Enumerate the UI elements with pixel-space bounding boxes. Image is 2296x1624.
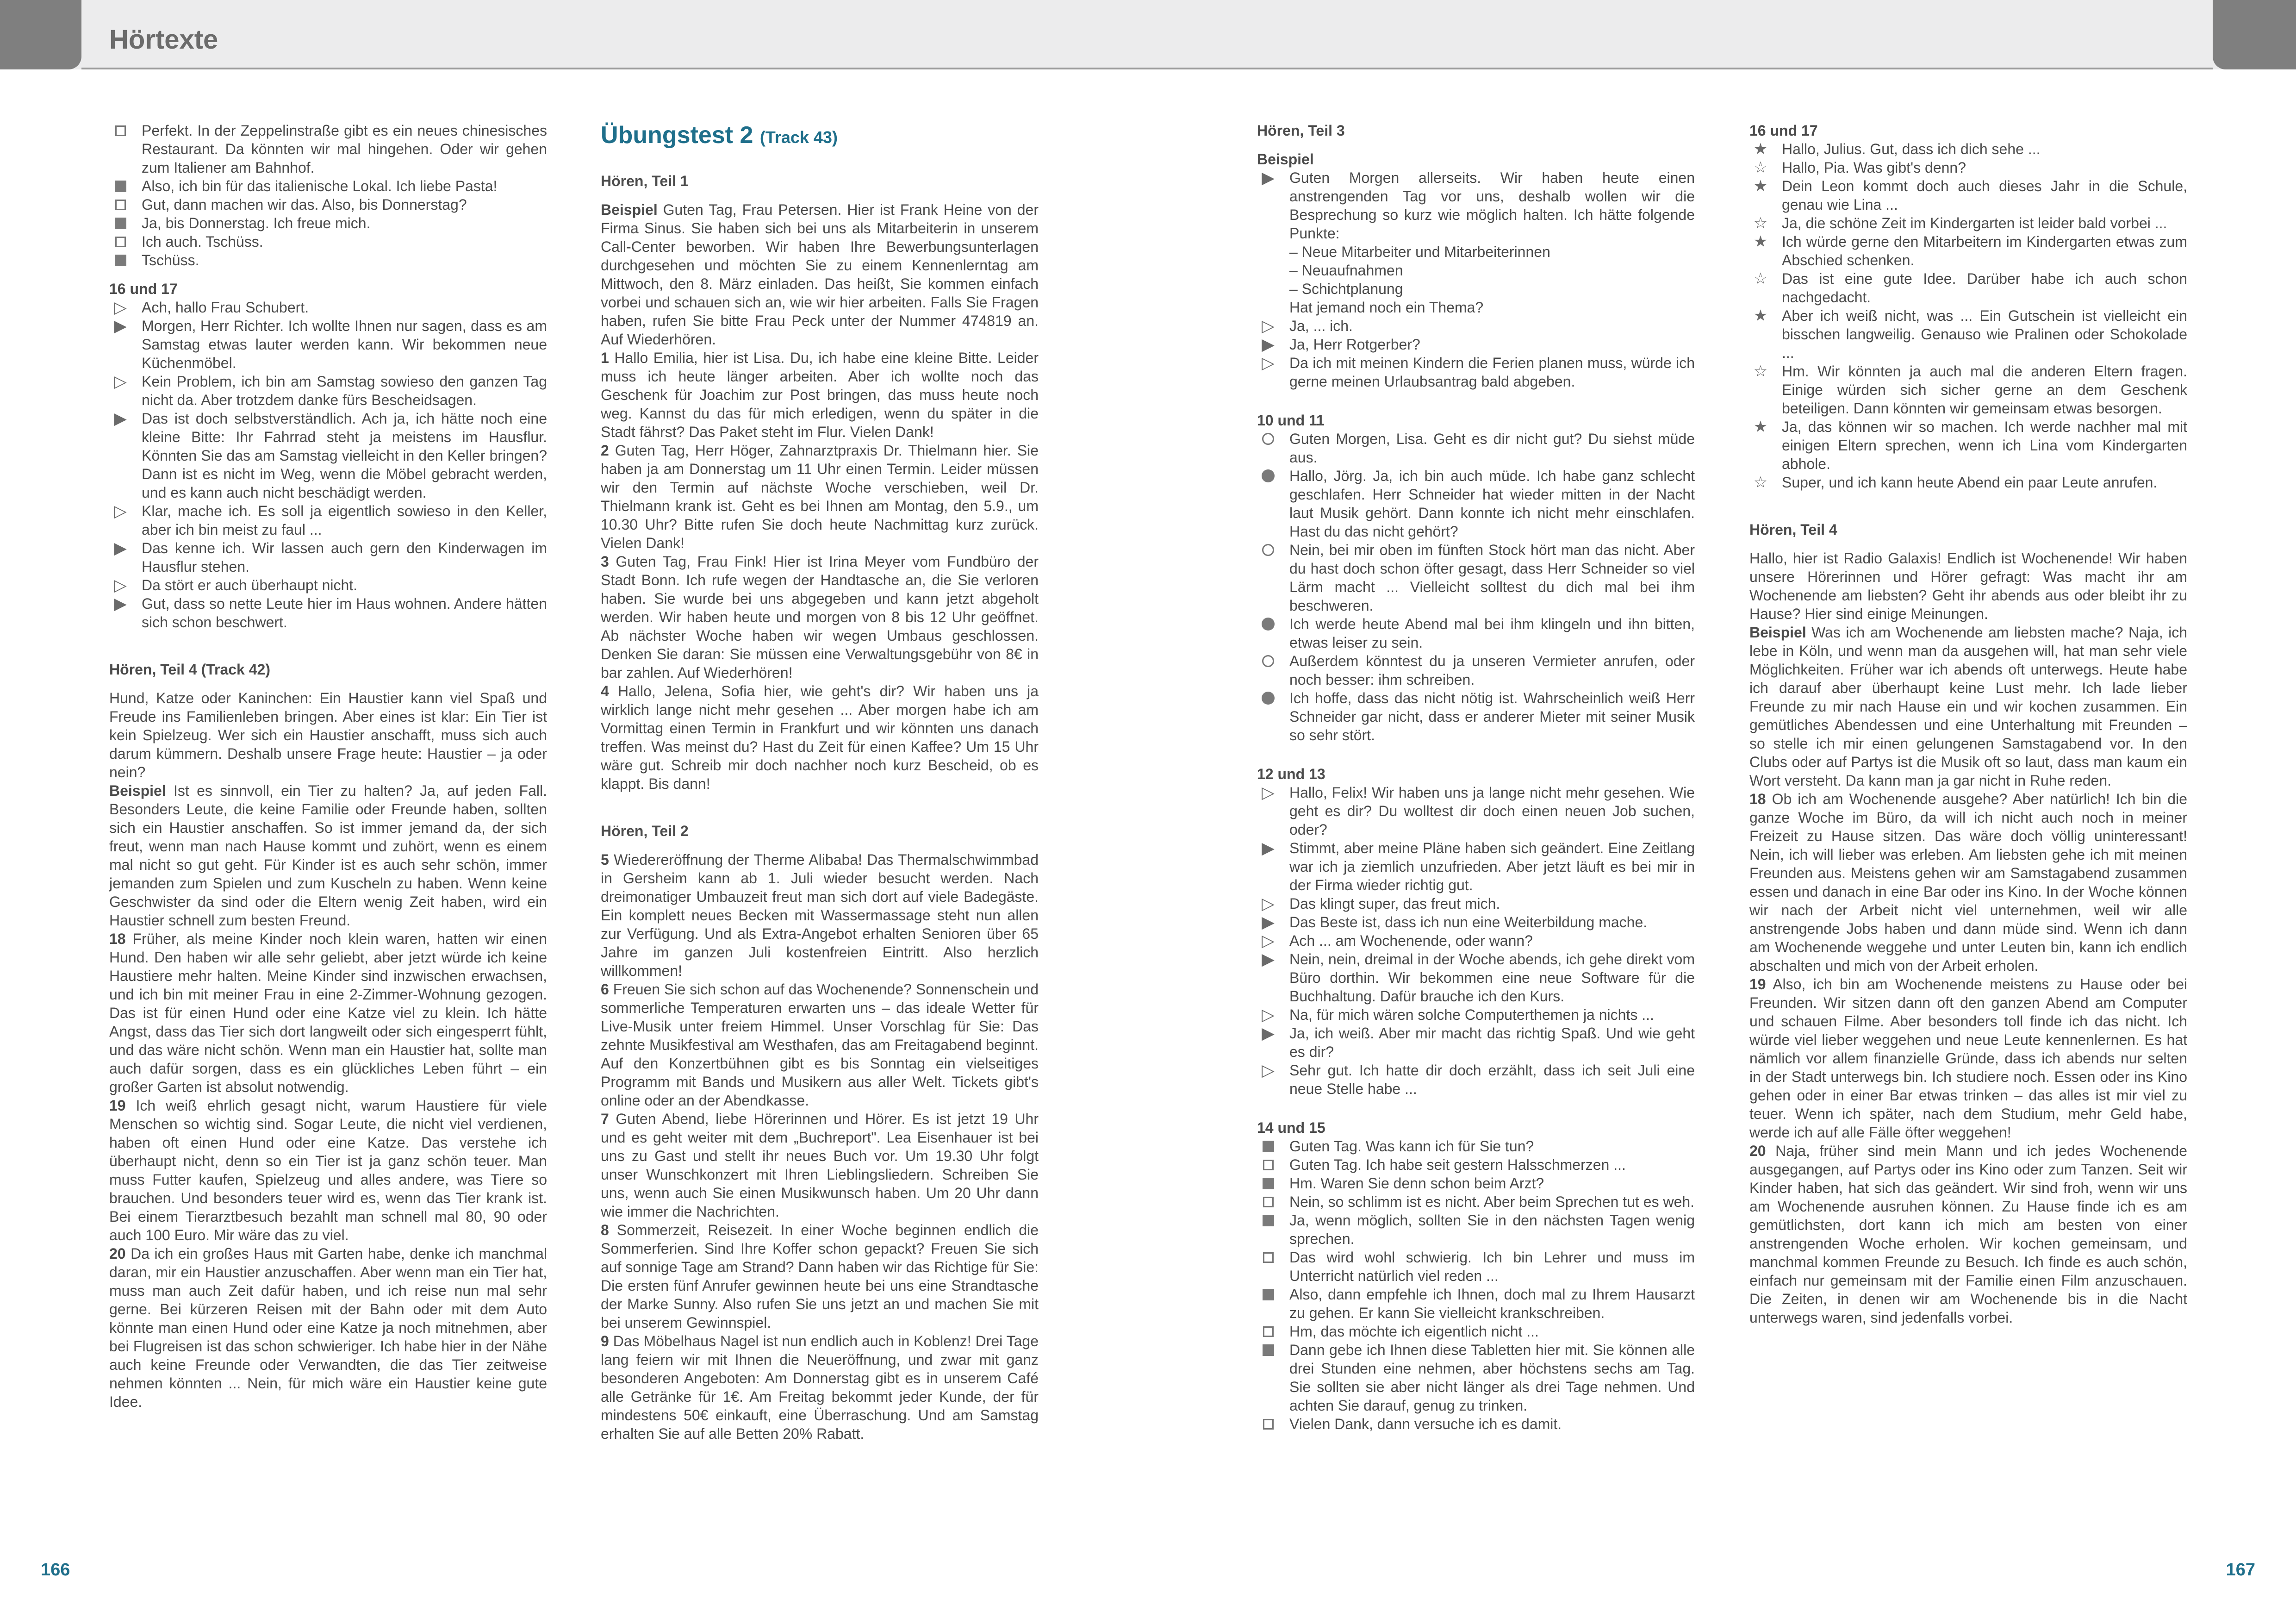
dialogue-text: Ach, hallo Frau Schubert. <box>142 299 309 316</box>
point-line: – Neue Mitarbeiter und Mitarbeiterinnen <box>1289 244 1550 260</box>
section-title: Hören, Teil 2 <box>601 823 689 839</box>
numbered-paragraph <box>601 1110 1039 1221</box>
dialogue-text: Kein Problem, ich bin am Samstag sowieso den ganzen Tag nicht da. Aber trotzdem danke fürs Bescheidsagen. <box>142 373 547 408</box>
subsection-title: 16 und 17 <box>109 281 178 297</box>
paragraph-beispiel <box>601 200 1039 349</box>
dialogue-line <box>1749 418 2187 473</box>
point-line: – Neuaufnahmen <box>1289 262 1403 279</box>
star-outline-icon: ☆ <box>1753 474 1768 491</box>
dialogue-line <box>1257 1248 1695 1285</box>
dialogue-text: Klar, mache ich. Es soll ja eigentlich sowieso in den Keller, aber ich bin meist zu faul ... <box>142 503 547 538</box>
numbered-paragraph <box>601 552 1039 682</box>
triangle-filled-icon: ▶ <box>1262 838 1275 857</box>
dialogue-line <box>1257 1193 1695 1211</box>
dialogue-text: Guten Tag. Was kann ich für Sie tun? <box>1289 1138 1534 1155</box>
square-filled-icon <box>111 177 130 195</box>
dialogue-line <box>1257 1211 1695 1248</box>
dialogue-text: Das Beste ist, dass ich nun eine Weiterbildung mache. <box>1289 914 1648 931</box>
numbered-paragraph <box>601 441 1039 552</box>
dialogue-line <box>1257 1322 1695 1341</box>
circle-outline-icon <box>1259 541 1277 559</box>
dialogue-line <box>1257 1285 1695 1322</box>
dialogue-text: Morgen, Herr Richter. Ich wollte Ihnen nur sagen, dass es am Samstag etwas lauter werden kann. Wir bekommen neue Küchenmöbel. <box>142 318 547 371</box>
circle-outline-icon <box>1259 652 1277 670</box>
dialogue-line <box>1257 1174 1695 1193</box>
item-text: Freuen Sie sich schon auf das Wochenende? Sonnenschein und sommerliche Temperaturen erwarten uns – das ideale Wetter für Live-Musik unter freiem Himmel. Unser Vorschlag für Sie: Das zehnte Musikfestival am Westhafen, das am Freitagabend beginnt. Auf den Konzertbühnen gibt es bis Sonntag ein vielseitiges Programm mit Bands und Musikern aus aller Welt. Tickets gibt's online oder an der Abendkasse. <box>601 981 1039 1109</box>
dialogue-line <box>1749 269 2187 306</box>
dialogue-line <box>109 576 547 594</box>
dialogue-line <box>1257 541 1695 615</box>
item-text: Sommerzeit, Reisezeit. In einer Woche beginnen endlich die Sommerferien. Sind Ihre Koffer schon gepackt? Freuen Sie sich auf sonnige Tage am Strand? Dann haben wir das Richtige für Sie: Die ersten fünf Anrufer gewinnen heute bei uns eine Strandtasche der Marke Sunny. Also rufen Sie uns jetzt an und machen Sie mit bei unserem Gewinnspiel. <box>601 1222 1039 1331</box>
dialogue-12-13 <box>1257 783 1695 1098</box>
beispiel-text: Was ich am Wochenende am liebsten mache? Naja, ich lebe in Köln, und wenn man da ausgehen will, hat man sehr viele Möglichkeiten. Früher war ich abends oft unterwegs. Heute habe ich darauf aber überhaupt keine Lust mehr. Ich lade lieber Freunde zu mir nach Hause ein und wir kochen zusammen. Ein gemütliches Abendessen und eine Unterhaltung mit Freunden – so stelle ich mir einen gelungenen Samstagabend vor. In den Clubs oder auf Partys ist die Musik oft so laut, dass man kaum ein Wort versteht. Da kann man ja gar nicht in Ruhe reden. <box>1749 624 2187 789</box>
circle-filled-icon <box>1259 689 1277 707</box>
triangle-filled-icon: ▶ <box>1262 335 1275 354</box>
item-text: Hallo Emilia, hier ist Lisa. Du, ich habe eine kleine Bitte. Leider muss ich heute länger arbeiten. Aber ich wollte noch das Geschenk für Joachim zur Post bringen, das muss heute noch weg. Kannst du das für mich erledigen, wenn du später in die Stadt fährst? Das Paket steht im Flur. Vielen Dank! <box>601 350 1039 440</box>
dialogue-text: Stimmt, aber meine Pläne haben sich geändert. Eine Zeitlang war ich ja ziemlich unzufrieden. Aber jetzt läuft es bei mir in der Firma wieder richtig gut. <box>1289 840 1695 893</box>
dialogue-line <box>1257 317 1695 335</box>
triangle-filled-icon: ▶ <box>1262 1024 1275 1043</box>
square-outline-icon <box>1259 1415 1277 1433</box>
header-tab-right <box>2213 0 2296 69</box>
dialogue-text: Dein Leon kommt doch auch dieses Jahr in die Schule, genau wie Lina ... <box>1782 178 2187 213</box>
triangle-outline-icon: ▷ <box>1262 783 1275 802</box>
dialogue-line <box>1257 1061 1695 1098</box>
square-outline-icon <box>1259 1193 1277 1211</box>
star-filled-icon: ★ <box>1753 307 1768 325</box>
dialogue-text: Gut, dass so nette Leute hier im Haus wohnen. Andere hätten sich schon beschwert. <box>142 595 547 631</box>
dialogue-text: Ja, Herr Rotgerber? <box>1289 336 1420 353</box>
item-number: 19 <box>1749 976 1766 993</box>
item-number: 4 <box>601 683 609 700</box>
dialogue-text: Das ist eine gute Idee. Darüber habe ich auch schon nachgedacht. <box>1782 270 2187 306</box>
dialogue-line <box>1257 1024 1695 1061</box>
dialogue-line <box>1749 473 2187 492</box>
column-1 <box>109 121 547 1411</box>
square-filled-icon <box>1259 1341 1277 1359</box>
page-number-right: 167 <box>2226 1560 2255 1580</box>
dialogue-line <box>109 232 547 251</box>
numbered-paragraph <box>601 1332 1039 1443</box>
beispiel-label: Beispiel <box>601 201 658 218</box>
dialogue-text: Das klingt super, das freut mich. <box>1289 895 1500 912</box>
square-filled-icon <box>1259 1285 1277 1304</box>
dialogue-line <box>109 594 547 631</box>
dialogue-line <box>109 251 547 269</box>
dialogue-text: Super, und ich kann heute Abend ein paar Leute anrufen. <box>1782 474 2158 491</box>
triangle-outline-icon: ▷ <box>1262 894 1275 913</box>
item-number: 19 <box>109 1097 126 1114</box>
item-number: 7 <box>601 1111 609 1127</box>
dialogue-line <box>109 298 547 317</box>
items-teil2 <box>601 850 1039 1443</box>
dialogue-text: Ja, bis Donnerstag. Ich freue mich. <box>142 215 371 231</box>
item-number: 9 <box>601 1333 609 1349</box>
item-text: Guten Tag, Herr Höger, Zahnarztpraxis Dr. Thielmann hier. Sie haben ja am Donnerstag um 11 Uhr einen Termin. Leider müssen wir den Termin auf nächste Woche verschieben, weil Dr. Thielmann krank ist. Geht es bei Ihnen am Montag, den 5.9., um 10.30 Uhr? Bitte rufen Sie doch heute Nachmittag kurz zurück. Vielen Dank! <box>601 442 1039 551</box>
dialogue-text: Guten Tag. Ich habe seit gestern Halsschmerzen ... <box>1289 1156 1626 1173</box>
dialogue-line <box>1257 652 1695 689</box>
paragraph-18 <box>109 930 547 1096</box>
dialogue-text: Außerdem könntest du ja unseren Vermieter anrufen, oder noch besser: ihm schreiben. <box>1289 653 1695 688</box>
square-filled-icon <box>1259 1174 1277 1193</box>
paragraph-beispiel <box>109 781 547 930</box>
beispiel-points <box>1257 243 1695 317</box>
dialogue-line <box>1257 783 1695 839</box>
triangle-filled-icon: ▶ <box>114 316 127 335</box>
beispiel-label: Beispiel <box>1257 151 1314 168</box>
dialogue-line <box>1257 354 1695 391</box>
dialogue-10-11 <box>1257 430 1695 744</box>
item-text: Das Möbelhaus Nagel ist nun endlich auch in Koblenz! Drei Tage lang feiern wir mit Ihnen die Neueröffnung, und zwar mit ganz besonderen Angeboten: Am Donnerstag gibt es in unserem Café alle Getränke für 1€. Am Freitag bekommt jeder Kunde, der für mindestens 50€ einkauft, eine Überraschung. Und am Samstag erhalten Sie auf alle Betten 20% Rabatt. <box>601 1333 1039 1442</box>
section-title: Hören, Teil 4 (Track 42) <box>109 661 270 678</box>
dialogue-text: Das wird wohl schwierig. Ich bin Lehrer und muss im Unterricht natürlich viel reden ... <box>1289 1249 1695 1284</box>
triangle-filled-icon: ▶ <box>1262 949 1275 968</box>
dialogue-text: Hallo, Felix! Wir haben uns ja lange nicht mehr gesehen. Wie geht es dir? Du wolltest dir doch einen neuen Job suchen, oder? <box>1289 784 1695 838</box>
triangle-filled-icon: ▶ <box>114 538 127 557</box>
dialogue-text: Guten Morgen allerseits. Wir haben heute einen anstrengenden Tag vor uns, deshalb wollen wir die Besprechung so kurz wie möglich halten. Ich hätte folgende Punkte: <box>1289 169 1695 242</box>
dialogue-line <box>1257 894 1695 913</box>
square-filled-icon <box>111 214 130 232</box>
dialogue-text: Ach ... am Wochenende, oder wann? <box>1289 932 1533 949</box>
triangle-outline-icon: ▷ <box>114 575 127 594</box>
dialogue-16-17 <box>1749 140 2187 492</box>
dialogue-text: Nein, so schlimm ist es nicht. Aber beim Sprechen tut es weh. <box>1289 1193 1695 1210</box>
section-title: Hören, Teil 4 <box>1749 521 1837 538</box>
dialogue-text: Das kenne ich. Wir lassen auch gern den Kinderwagen im Hausflur stehen. <box>142 540 547 575</box>
dialogue-beispiel-cont <box>1257 317 1695 391</box>
star-outline-icon: ☆ <box>1753 159 1768 176</box>
square-filled-icon <box>1259 1211 1277 1230</box>
dialogue-line <box>1257 689 1695 744</box>
dialogue-text: Hallo, Jörg. Ja, ich bin auch müde. Ich habe ganz schlecht geschlafen. Herr Schneider hat wieder mitten in der Nacht laut Musik gehört. Dann konnte ich nicht mehr einschlafen. Hast du das nicht gehört? <box>1289 468 1695 540</box>
dialogue-text: Ich hoffe, dass das nicht nötig ist. Wahrscheinlich weiß Herr Schneider gar nicht, dass er anderer Mieter mit seiner Musik so sehr stört. <box>1289 690 1695 743</box>
dialogue-16-17 <box>109 298 547 631</box>
dialogue-text: Also, ich bin für das italienische Lokal. Ich liebe Pasta! <box>142 178 498 194</box>
paragraph-19 <box>1749 975 2187 1142</box>
triangle-outline-icon: ▷ <box>1262 1005 1275 1024</box>
subsection-title: 14 und 15 <box>1257 1119 1325 1136</box>
square-outline-icon <box>111 121 130 140</box>
numbered-paragraph <box>601 980 1039 1110</box>
paragraph-20 <box>1749 1142 2187 1327</box>
dialogue-line <box>1749 140 2187 158</box>
dialogue-text: Hallo, Pia. Was gibt's denn? <box>1782 159 1966 176</box>
header-rule <box>81 68 2213 69</box>
subsection-title: 10 und 11 <box>1257 412 1325 429</box>
dialogue-text: Aber ich weiß nicht, was ... Ein Gutschein ist vielleicht ein bisschen langweilig. Genauso wie Pralinen oder Schokolade ... <box>1782 307 2187 361</box>
beispiel-label: Beispiel <box>109 782 166 799</box>
page-number-left: 166 <box>41 1560 70 1580</box>
numbered-paragraph <box>601 850 1039 980</box>
dialogue-text: Perfekt. In der Zeppelinstraße gibt es ein neues chinesisches Restaurant. Da könnten wir mal hingehen. Oder wir gehen zum Italiener am Bahnhof. <box>142 122 547 176</box>
dialogue-text: Nein, bei mir oben im fünften Stock hört man das nicht. Aber du hast doch schon öfter gesagt, dass Herr Schneider so viel Lärm macht ... Vielleicht solltest du dich mal bei ihm beschweren. <box>1289 542 1695 614</box>
dialogue-text: Ja, ... ich. <box>1289 318 1353 334</box>
item-text: Guten Tag, Frau Fink! Hier ist Irina Meyer vom Fundbüro der Stadt Bonn. Ich rufe wegen der Handtasche an, die Sie verloren haben. Sie wurde bei uns abgegeben und kann jetzt abgeholt werden. Wir haben heute und morgen von 8 bis 12 Uhr geöffnet. Ab nächster Woche haben wir wegen Umbaus geschlossen. Denken Sie daran: Sie müssen eine Verwaltungsgebühr von 8€ in bar zahlen. Auf Wiederhören! <box>601 553 1039 681</box>
triangle-outline-icon: ▷ <box>1262 931 1275 950</box>
dialogue-text: Ich auch. Tschüss. <box>142 233 263 250</box>
paragraph: Hund, Katze oder Kaninchen: Ein Haustier kann viel Spaß und Freude ins Familienleben bringen. Aber eines ist klar: Ein Tier ist kein Spielzeug. Wer sich ein Haustier anschafft, muss sich auch darum kümmern. Deshalb unsere Frage heute: Haustier – ja oder nein? <box>109 690 547 781</box>
triangle-filled-icon: ▶ <box>1262 168 1275 187</box>
item-text: Hallo, Jelena, Sofia hier, wie geht's dir? Wir haben uns ja wirklich lange nicht mehr gesehen ... Aber morgen habe ich am Vormittag einen Termin in Frankfurt und wir könnten uns danach treffen. Was meinst du? Hast du Zeit für einen Kaffee? Um 15 Uhr wäre gut. Schreib mir doch nachher noch kurz Bescheid, ob es klappt. Bis dann! <box>601 683 1039 792</box>
item-number: 2 <box>601 442 609 459</box>
page-title: Hörtexte <box>109 25 218 55</box>
dialogue-line <box>1749 158 2187 177</box>
dialogue-text: Ja, die schöne Zeit im Kindergarten ist leider bald vorbei ... <box>1782 215 2167 231</box>
dialogue-text: Gut, dann machen wir das. Also, bis Donnerstag? <box>142 196 467 213</box>
numbered-paragraph <box>601 1221 1039 1332</box>
beispiel-text: Ist es sinnvoll, ein Tier zu halten? Ja, auf jeden Fall. Besonders Leute, die keine Familie oder Freunde haben, sollten sich ein Haustier anschaffen. So ist immer jemand da, der sich freut, wenn man nach Hause kommt und zuhört, wenn es einem mal nicht so gut geht. Für Kinder ist es auch sehr schön, immer jemanden zum Spielen und zum Kuscheln zu haben. Wenn keine Geschwister da sind oder die Eltern wenig Zeit haben, wird ein Haustier schnell zum besten Freund. <box>109 782 547 929</box>
dialogue-text: Tschüss. <box>142 252 199 269</box>
dialogue-text: Ja, das können wir so machen. Ich werde nachher mal mit einigen Eltern sprechen, wenn ich Lina vom Kindergarten abhole. <box>1782 418 2187 472</box>
dialogue-intro <box>109 121 547 269</box>
section-title: Hören, Teil 3 <box>1257 122 1345 139</box>
dialogue-line <box>109 539 547 576</box>
item-number: 3 <box>601 553 609 570</box>
numbered-paragraph <box>601 349 1039 441</box>
dialogue-line <box>1257 1006 1695 1024</box>
item-text: Ob ich am Wochenende ausgehe? Aber natürlich! Ich bin die ganze Woche im Büro, da will ich nicht auch noch in meiner Freizeit zu Hause sitzen. Das wäre doch völlig uninteressant! Nein, ich will lieber was erleben. Am liebsten gehe ich mit meinen Freunden aus. Meistens gehen wir am Samstagabend zusammen essen und danach in eine Bar oder ins Kino. In der Woche können wir nach der Arbeit nicht viel unternehmen, weil wir alle anstrengende Jobs haben und dann müde sind. Wenn ich dann am Wochenende weggehe und unter Leuten bin, kann ich endlich abschalten und mich von der Arbeit erholen. <box>1749 791 2187 974</box>
star-filled-icon: ★ <box>1753 140 1768 158</box>
beispiel-label: Beispiel <box>1749 624 1806 641</box>
dialogue-text: Hm, das möchte ich eigentlich nicht ... <box>1289 1323 1539 1340</box>
dialogue-beispiel <box>1257 169 1695 243</box>
paragraph-beispiel <box>1749 623 2187 790</box>
paragraph-18 <box>1749 790 2187 975</box>
square-outline-icon <box>111 232 130 251</box>
dialogue-line <box>109 409 547 502</box>
dialogue-line <box>1257 430 1695 467</box>
item-number: 5 <box>601 851 609 868</box>
dialogue-line <box>1257 169 1695 243</box>
dialogue-line <box>1257 950 1695 1006</box>
dialogue-line <box>109 214 547 232</box>
dialogue-text: Guten Morgen, Lisa. Geht es dir nicht gut? Du siehst müde aus. <box>1289 431 1695 466</box>
dialogue-text: Hm. Wir könnten ja auch mal die anderen Eltern fragen. Einige würden sich sicher gerne an dem Geschenk beteiligen. Dann könnten wir gemeinsam etwas besorgen. <box>1782 363 2187 417</box>
numbered-paragraph <box>601 682 1039 793</box>
test-title <box>601 121 1039 151</box>
dialogue-line <box>109 177 547 195</box>
item-text: Also, ich bin am Wochenende meistens zu Hause oder bei Freunden. Wir sitzen dann oft den ganzen Abend am Computer und schauen Filme. Aber besonders toll finde ich das nicht. Ich würde viel lieber weggehen und neue Leute kennenlernen. Es hat nämlich vor allem finanzielle Gründe, dass ich abends nur selten in der Stadt unterwegs bin. Ich studiere noch. Essen oder ins Kino gehen oder in einer Bar etwas trinken – das alles ist mir viel zu teuer. Wenn ich später, nach dem Studium, mehr Geld habe, werde ich auf alle Fälle öfter weggehen! <box>1749 976 2187 1141</box>
column-2 <box>601 121 1039 1443</box>
test-title-text: Übungstest 2 <box>601 122 753 149</box>
circle-filled-icon <box>1259 467 1277 485</box>
paragraph: Hallo, hier ist Radio Galaxis! Endlich ist Wochenende! Wir haben unsere Hörerinnen und Hörer gefragt: Was macht ihr am Wochenende am liebsten? Geht ihr abends aus oder bleibt ihr zu Hause? Hier sind einige Meinungen. <box>1749 550 2187 622</box>
dialogue-text: Nein, nein, dreimal in der Woche abends, ich gehe direkt vom Büro dorthin. Wir bekommen eine neue Software für die Buchhaltung. Dafür brauche ich den Kurs. <box>1289 951 1695 1005</box>
star-filled-icon: ★ <box>1753 233 1768 250</box>
square-outline-icon <box>1259 1156 1277 1174</box>
star-outline-icon: ☆ <box>1753 270 1768 287</box>
dialogue-line <box>1749 177 2187 214</box>
dialogue-line <box>1257 931 1695 950</box>
dialogue-text: Hallo, Julius. Gut, dass ich dich sehe ... <box>1782 141 2041 157</box>
item-text: Da ich ein großes Haus mit Garten habe, denke ich manchmal daran, mir ein Haustier anzuschaffen. Aber wenn man ein Tier hat, muss man auch Zeit dafür haben, und ich reise nun mal sehr gerne. Bei kürzeren Reisen mit der Bahn oder mit dem Auto könnte man einen Hund oder eine Katze ja noch mitnehmen, aber bei Flugreisen ist das schon schwieriger. Ich habe hier in der Nähe auch keine Freunde oder Verwandten, die das Tier zeitweise nehmen könnten ... Nein, für mich wäre ein Haustier keine gute Idee. <box>109 1245 547 1410</box>
dialogue-text: Das ist doch selbstverständlich. Ach ja, ich hätte noch eine kleine Bitte: Ihr Fahrrad steht ja meistens im Hausflur. Könnten Sie das am Samstag vielleicht in den Keller bringen? Dann ist es nicht im Weg, wenn die Möbel gebracht werden, und es kann auch nicht beschädigt werden. <box>142 410 547 501</box>
column-4 <box>1749 121 2187 1327</box>
dialogue-line <box>1749 232 2187 269</box>
dialogue-text: Dann gebe ich Ihnen diese Tabletten hier mit. Sie können alle drei Stunden eine nehmen, aber höchstens sechs am Tag. Sie sollten sie aber nicht länger als drei Tage nehmen. Und achten Sie darauf, genug zu trinken. <box>1289 1342 1695 1414</box>
dialogue-line <box>1257 1156 1695 1174</box>
header-tab-left <box>0 0 81 69</box>
dialogue-line <box>1257 913 1695 931</box>
star-outline-icon: ☆ <box>1753 362 1768 380</box>
item-number: 6 <box>601 981 609 998</box>
star-filled-icon: ★ <box>1753 418 1768 436</box>
circle-outline-icon <box>1259 430 1277 448</box>
dialogue-text: Also, dann empfehle ich Ihnen, doch mal zu Ihrem Hausarzt zu gehen. Er kann Sie vielleicht krankschreiben. <box>1289 1286 1695 1321</box>
triangle-outline-icon: ▷ <box>114 372 127 391</box>
dialogue-line <box>1257 1137 1695 1156</box>
item-number: 20 <box>1749 1143 1766 1159</box>
dialogue-line <box>1257 615 1695 652</box>
dialogue-line <box>1749 306 2187 362</box>
square-outline-icon <box>1259 1248 1277 1267</box>
point-line: Hat jemand noch ein Thema? <box>1289 299 1484 316</box>
dialogue-line <box>1257 1415 1695 1433</box>
dialogue-line <box>1749 362 2187 418</box>
subsection-title: 12 und 13 <box>1257 766 1325 782</box>
dialogue-line <box>109 195 547 214</box>
section-title: Hören, Teil 1 <box>601 173 689 189</box>
point-line: – Schichtplanung <box>1289 281 1403 297</box>
dialogue-line <box>1257 335 1695 354</box>
dialogue-text: Hm. Waren Sie denn schon beim Arzt? <box>1289 1175 1544 1192</box>
subsection-title: 16 und 17 <box>1749 122 1818 139</box>
dialogue-line <box>109 372 547 409</box>
triangle-outline-icon: ▷ <box>1262 316 1275 335</box>
dialogue-line <box>109 502 547 539</box>
dialogue-text: Vielen Dank, dann versuche ich es damit. <box>1289 1416 1562 1432</box>
dialogue-line <box>1257 839 1695 894</box>
square-filled-icon <box>1259 1137 1277 1156</box>
circle-filled-icon <box>1259 615 1277 633</box>
paragraph-20 <box>109 1244 547 1411</box>
item-number: 8 <box>601 1222 609 1238</box>
item-text: Früher, als meine Kinder noch klein waren, hatten wir einen Hund. Den haben wir alle sehr geliebt, aber jetzt würde ich keine Haustiere mehr halten. Meine Kinder sind inzwischen erwachsen, und ich bin mit meiner Frau in eine 2-Zimmer-Wohnung gezogen. Das ist für einen Hund oder eine Katze viel zu klein. Ich hätte Angst, dass das Tier sich dort langweilt oder sich eingesperrt fühlt, und das wäre nicht schön. Wenn man ein Haustier hat, sollte man auch dafür sorgen, dass es ein glückliches Leben führt – ein großer Garten ist absolut notwendig. <box>109 931 547 1095</box>
triangle-outline-icon: ▷ <box>1262 1061 1275 1080</box>
item-number: 1 <box>601 350 609 366</box>
paragraph-19 <box>109 1096 547 1244</box>
star-outline-icon: ☆ <box>1753 214 1768 232</box>
page-header <box>0 0 2296 69</box>
dialogue-line <box>109 317 547 372</box>
dialogue-line <box>1257 467 1695 541</box>
triangle-filled-icon: ▶ <box>1262 912 1275 931</box>
item-text: Ich weiß ehrlich gesagt nicht, warum Haustiere für viele Menschen so wichtig sind. Sogar Leute, die nicht viel verdienen, haben oft einen Hund oder eine Katze. Das verstehe ich überhaupt nicht, denn so ein Tier ist ja ganz schön teuer. Man muss Futter kaufen, Spielzeug und alles andere, was Tiere so brauchen. Und besonders teuer wird es, wenn das Tier krank ist. Bei einem Tierarztbesuch bezahlt man schnell mal 80, 90 oder auch 100 Euro. Mir wäre das zu viel. <box>109 1097 547 1243</box>
square-outline-icon <box>111 195 130 214</box>
dialogue-line <box>1749 214 2187 232</box>
square-outline-icon <box>1259 1322 1277 1341</box>
dialogue-14-15 <box>1257 1137 1695 1433</box>
item-text: Naja, früher sind mein Mann und ich jedes Wochenende ausgegangen, auf Partys oder ins Kino oder zum Tanzen. Seit wir Kinder haben, hat sich das geändert. Wir sind froh, wenn wir uns am Wochenende ausruhen können. Zu Hause finde ich es am gemütlichsten, dort kann ich mich am besten von einer anstrengenden Woche erholen. Wir kochen gemeinsam, und manchmal kommen Freunde zu Besuch. Ich finde es auch schön, einfach nur gemeinsam mit der Familie einen Film anzuschauen. Die Zeiten, in denen wir am Wochenende bis in die Nacht unterwegs waren, sind jedenfalls vorbei. <box>1749 1143 2187 1326</box>
item-number: 20 <box>109 1245 126 1262</box>
test-track: (Track 43) <box>759 128 838 147</box>
square-filled-icon <box>111 251 130 269</box>
dialogue-text: Sehr gut. Ich hatte dir doch erzählt, dass ich seit Juli eine neue Stelle habe ... <box>1289 1062 1695 1097</box>
items-teil1 <box>601 349 1039 793</box>
triangle-filled-icon: ▶ <box>114 409 127 428</box>
triangle-outline-icon: ▷ <box>114 501 127 520</box>
triangle-outline-icon: ▷ <box>114 298 127 317</box>
item-text: Guten Abend, liebe Hörerinnen und Hörer. Es ist jetzt 19 Uhr und es geht weiter mit dem „Buchreport". Lea Eisenhauer ist bei uns zu Gast und stellt ihr neues Buch vor. Um 19.30 Uhr folgt unser Wunschkonzert mit Ihren Lieblingsliedern. Schreiben Sie uns, wenn auch Sie einen Musikwunsch haben. Um 20 Uhr dann wie immer die Nachrichten. <box>601 1111 1039 1220</box>
item-number: 18 <box>1749 791 1766 807</box>
dialogue-text: Ich werde heute Abend mal bei ihm klingeln und ihn bitten, etwas leiser zu sein. <box>1289 616 1695 651</box>
beispiel-text: Guten Tag, Frau Petersen. Hier ist Frank Heine von der Firma Sinus. Sie haben sich bei uns als Mitarbeiterin in unserem Call-Center beworben. Wir haben Ihre Bewerbungsunterlagen durchgesehen und möchten Sie zu einem Kennenlerntag am Mittwoch, den 8. März einladen. Das heißt, Sie kommen einfach vorbei und schauen sich an, wie wir hier arbeiten. Falls Sie Fragen haben, rufen Sie bitte Frau Peck unter der Nummer 474819 an. Auf Wiederhören. <box>601 201 1039 348</box>
dialogue-text: Da ich mit meinen Kindern die Ferien planen muss, würde ich gerne meinen Urlaubsantrag bald abgeben. <box>1289 355 1695 390</box>
dialogue-text: Ja, wenn möglich, sollten Sie in den nächsten Tagen wenig sprechen. <box>1289 1212 1695 1247</box>
dialogue-text: Na, für mich wären solche Computerthemen ja nichts ... <box>1289 1006 1654 1023</box>
dialogue-text: Ja, ich weiß. Aber mir macht das richtig Spaß. Und wie geht es dir? <box>1289 1025 1695 1060</box>
item-number: 18 <box>109 931 126 947</box>
dialogue-text: Da stört er auch überhaupt nicht. <box>142 577 358 593</box>
dialogue-text: Ich würde gerne den Mitarbeitern im Kindergarten etwas zum Abschied schenken. <box>1782 233 2187 269</box>
column-3 <box>1257 121 1695 1433</box>
dialogue-line <box>1257 1341 1695 1415</box>
dialogue-line <box>109 121 547 177</box>
triangle-filled-icon: ▶ <box>114 594 127 613</box>
star-filled-icon: ★ <box>1753 177 1768 195</box>
triangle-outline-icon: ▷ <box>1262 353 1275 372</box>
item-text: Wiedereröffnung der Therme Alibaba! Das Thermalschwimmbad in Gersheim kann ab 1. Juli wieder besucht werden. Nach dreimonatiger Umbauzeit freut man sich dort auf viele Badegäste. Ein komplett neues Becken mit Wassermassage steht nun allen zur Verfügung. Und als Extra-Angebot erhalten Senioren über 65 Jahre im ganzen Juli kostenfreien Eintritt. Also herzlich willkommen! <box>601 851 1039 979</box>
